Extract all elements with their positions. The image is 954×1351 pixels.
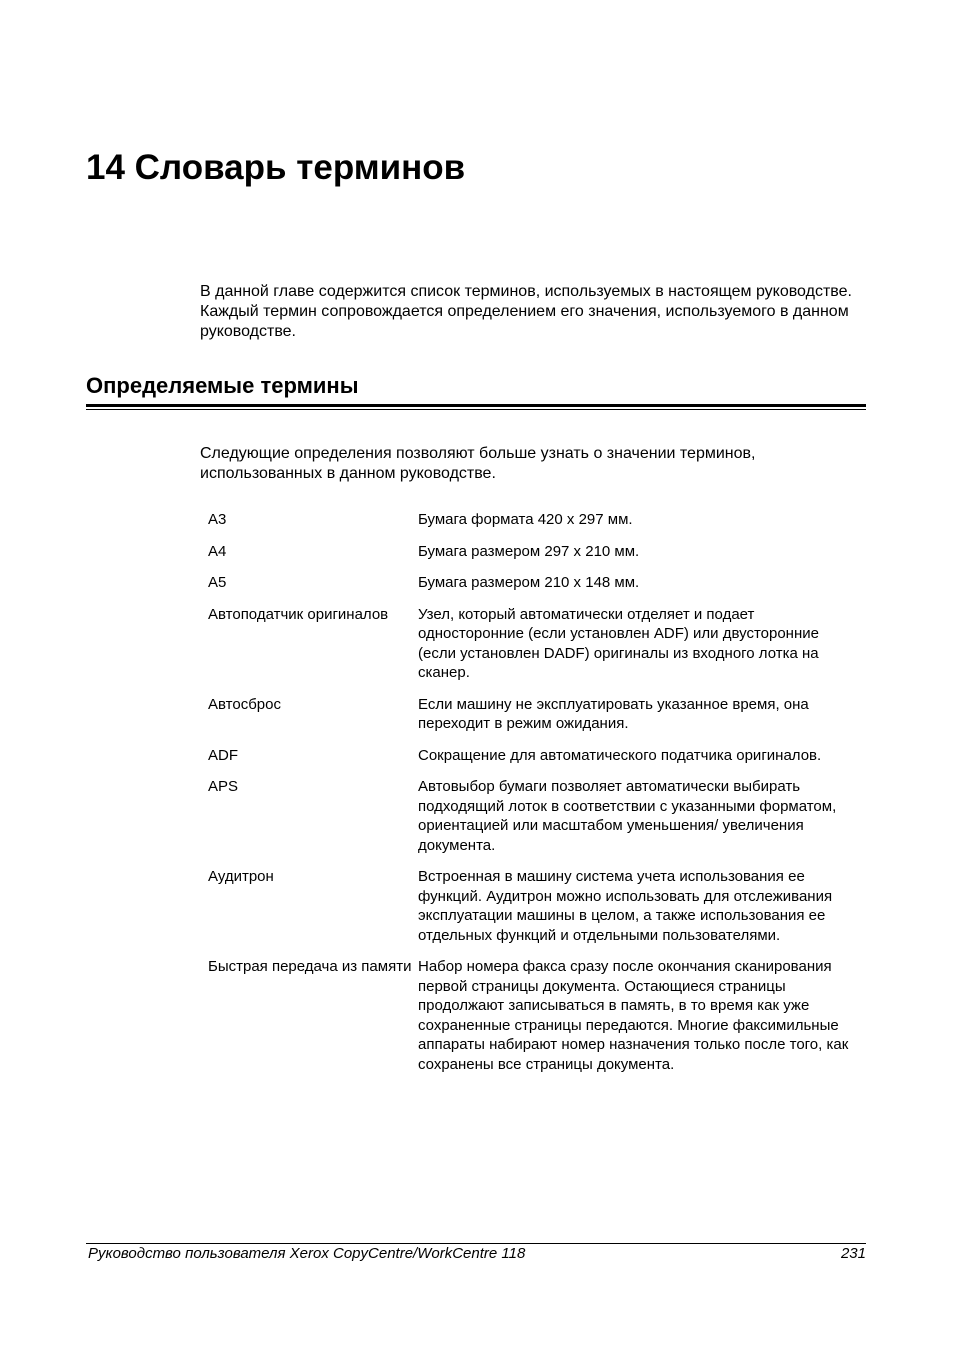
page-number: 231 bbox=[840, 1245, 866, 1262]
glossary-term: Аудитрон bbox=[208, 868, 274, 885]
intro-paragraph: В данной главе содержится список терминов, используемых в настоящем руководстве. Каждый термин сопровождается определением его значения, используемого в данном руководстве. bbox=[200, 283, 852, 340]
glossary-row bbox=[208, 573, 858, 593]
section-title: Определяемые термины bbox=[86, 373, 359, 398]
glossary-term: A5 bbox=[208, 574, 227, 591]
glossary-term: Автоподатчик оригиналов bbox=[208, 605, 389, 623]
glossary-term: Быстрая передача из памяти bbox=[208, 958, 412, 975]
glossary-row bbox=[208, 510, 858, 530]
section-lead-paragraph: Следующие определения позволяют больше узнать о значении терминов, использованных в данном руководстве. bbox=[200, 445, 756, 482]
footer-divider bbox=[86, 1243, 866, 1244]
glossary-row bbox=[208, 867, 858, 945]
glossary-term: ADF bbox=[208, 746, 238, 764]
glossary-row bbox=[208, 542, 858, 562]
glossary-row bbox=[208, 695, 858, 734]
footer-title: Руководство пользователя Xerox CopyCentre/WorkCentre 118 bbox=[88, 1245, 526, 1262]
glossary-row bbox=[208, 746, 858, 766]
glossary-definition: Сокращение для автоматического податчика оригиналов. bbox=[418, 746, 822, 764]
glossary-definition: Бумага размером 210 x 148 мм. bbox=[418, 574, 640, 591]
glossary-term: APS bbox=[208, 778, 239, 795]
chapter-title: 14 Словарь терминов bbox=[86, 148, 466, 187]
glossary-definition: Бумага формата 420 x 297 мм. bbox=[418, 511, 633, 528]
glossary-definition: Бумага размером 297 x 210 мм. bbox=[418, 542, 640, 560]
glossary-definition: Если машину не эксплуатировать указанное время, она переходит в режим ожидания. bbox=[418, 695, 809, 732]
glossary-row bbox=[208, 605, 858, 683]
glossary-definition: Набор номера факса сразу после окончания сканирования первой страницы документа. Остающиеся страницы продолжают записываться в память, в то время как уже сохраненные страницы передаются. Многие факсимильные аппараты набирают номер назначения только после того, как сохранены все страницы документа. bbox=[418, 958, 849, 1073]
glossary-definition: Узел, который автоматически отделяет и подает односторонние (если установлен ADF) или двусторонние (если установлен DADF) оригиналы из входного лотка на сканер. bbox=[418, 605, 819, 681]
glossary-row bbox=[208, 777, 858, 855]
glossary-definition: Встроенная в машину система учета использования ее функций. Аудитрон можно использовать для отслеживания эксплуатации машины в целом, а также использования ее отдельных функций и отдельными пользователями. bbox=[418, 868, 833, 944]
glossary-term: A4 bbox=[208, 542, 227, 560]
glossary-definition: Автовыбор бумаги позволяет автоматически выбирать подходящий лоток в соответствии с указанными форматом, ориентацией или масштабом уменьшения/ увеличения документа. bbox=[418, 778, 837, 854]
glossary-term: Автосброс bbox=[208, 695, 281, 713]
glossary-list bbox=[208, 510, 858, 1086]
glossary-row bbox=[208, 957, 858, 1074]
section-divider bbox=[86, 404, 866, 410]
glossary-term: A3 bbox=[208, 511, 227, 528]
